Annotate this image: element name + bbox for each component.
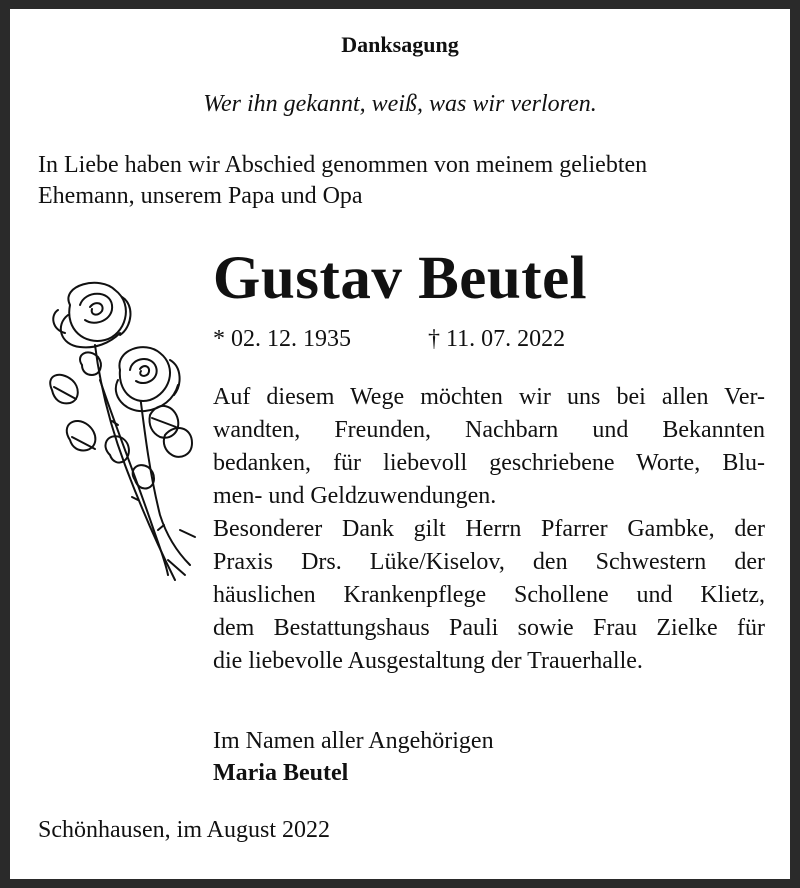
message-line: Auf diesem Wege möchten wir uns bei allen Ver- [213, 384, 765, 410]
notice-motto: Wer ihn gekannt, weiß, was wir verloren. [203, 91, 597, 117]
message-line: häuslichen Krankenpflege Schollene und Klietz, [213, 582, 765, 608]
message-line: Besonderer Dank gilt Herrn Pfarrer Gambke, der [213, 516, 765, 542]
message-line: bedanken, für liebevoll geschriebene Worte, Blu- [213, 450, 765, 476]
intro-line: In Liebe haben wir Abschied genommen von meinem geliebten [38, 152, 648, 178]
message-line: dem Bestattungshaus Pauli sowie Frau Zielke für [213, 615, 765, 641]
deceased-name: Gustav Beutel [212, 245, 588, 312]
closing-block [213, 725, 494, 789]
roses-icon [40, 275, 200, 590]
notice-heading: Danksagung [341, 32, 459, 57]
birth-date: * 02. 12. 1935 [213, 326, 351, 352]
thanks-message [213, 381, 765, 678]
signer-name: Maria Beutel [213, 760, 349, 786]
message-line: die liebevolle Ausgestaltung der Trauerhalle. [213, 648, 643, 674]
place-date: Schönhausen, im August 2022 [38, 817, 330, 843]
intro-text [38, 150, 768, 212]
death-date: † 11. 07. 2022 [428, 326, 566, 352]
message-line: men- und Geldzuwendungen. [213, 483, 497, 509]
message-line: wandten, Freunden, Nachbarn und Bekannten [213, 417, 765, 443]
message-line: Praxis Drs. Lüke/Kiselov, den Schwestern der [213, 549, 765, 575]
closing-text: Im Namen aller Angehörigen [213, 728, 494, 754]
intro-line: Ehemann, unserem Papa und Opa [38, 183, 363, 209]
